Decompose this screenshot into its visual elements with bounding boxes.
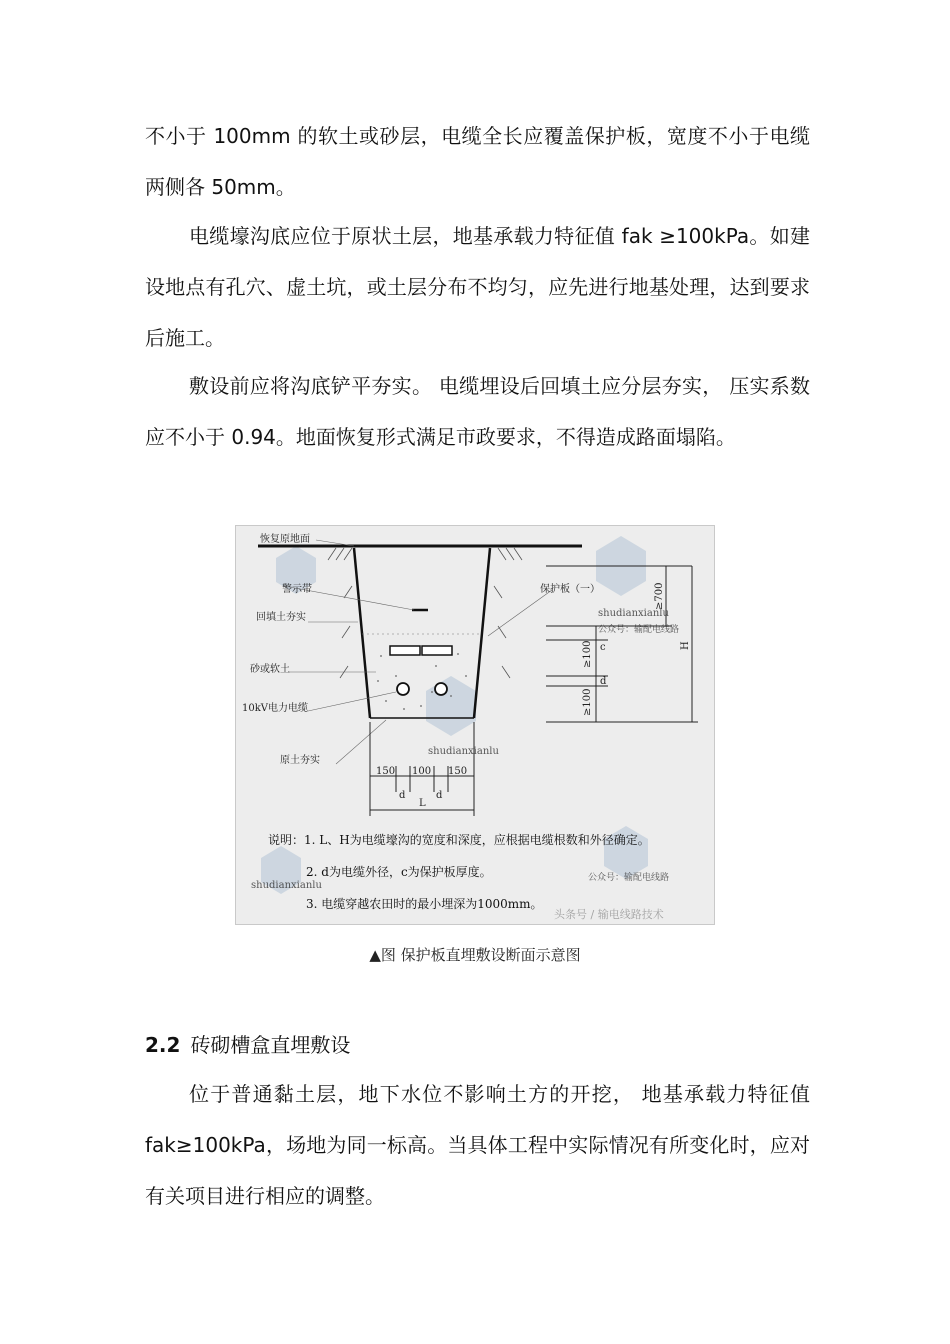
watermark-toutiao-text: 头条号 / 输电线路技术	[554, 908, 664, 921]
section-heading	[145, 1023, 350, 1067]
cable-right	[435, 683, 447, 695]
section-number: 2.2	[145, 1033, 181, 1057]
paragraph-2: 电缆壕沟底应位于原状土层，地基承载力特征值 fak ≥100kPa。如建设地点有孔穴、虚土坑，或土层分布不均匀，应先进行地基处理，达到要求后施工。	[145, 224, 810, 350]
figure-note-1: 说明：1. L、H为电缆壕沟的宽度和深度，应根据电缆根数和外径确定。	[268, 833, 650, 847]
watermark-site-text: shudianxianlu	[428, 746, 499, 757]
figure-note-2: 2. d为电缆外径，c为保护板厚度。	[306, 865, 492, 879]
label-base: 原土夯实	[280, 755, 320, 766]
dim-d-left: d	[399, 790, 406, 801]
dim-100-upper: ≥100	[582, 640, 593, 668]
watermark-account-text: 公众号：输配电线路	[588, 873, 670, 883]
dim-d-right: d	[436, 790, 443, 801]
dim-H: H	[680, 641, 691, 650]
dim-d-vertical: d	[600, 676, 607, 687]
label-backfill: 回填土夯实	[256, 612, 306, 623]
figure-note-3: 3. 电缆穿越农田时的最小埋深为1000mm。	[306, 897, 543, 911]
dim-150-left: 150	[376, 766, 396, 777]
figure-caption: ▲图 保护板直埋敷设断面示意图	[369, 946, 581, 964]
soil-hatch	[328, 548, 522, 678]
dim-L: L	[419, 798, 426, 809]
label-protection-board: 保护板（一）	[540, 584, 600, 595]
dim-c: c	[600, 642, 606, 653]
dim-100-lower: ≥100	[582, 688, 593, 716]
section-title: 砖砌槽盒直埋敷设	[190, 1033, 351, 1057]
label-ground: 恢复原地面	[260, 534, 310, 545]
label-sand: 砂或软土	[250, 664, 290, 675]
dim-100-bottom: 100	[412, 766, 432, 777]
protection-board-right	[422, 646, 452, 655]
watermark-site-text: shudianxianlu	[598, 608, 669, 619]
trench-section-figure	[235, 525, 715, 925]
trench-wall-left	[354, 548, 370, 718]
protection-board-left	[390, 646, 420, 655]
paragraph-4: 位于普通黏土层，地下水位不影响土方的开挖， 地基承载力特征值 fak≥100kPa，场地为同一标高。当具体工程中实际情况有所变化时，应对有关项目进行相应的调整。	[145, 1082, 810, 1208]
watermark-site-text: shudianxianlu	[251, 880, 322, 891]
label-warning-tape: 警示带	[282, 584, 312, 595]
watermark-account-text: 公众号：输配电线路	[598, 625, 680, 635]
dim-150-right: 150	[448, 766, 468, 777]
label-cable: 10kV电力电缆	[242, 703, 309, 714]
trench-wall-right	[474, 548, 490, 718]
paragraph-3: 敷设前应将沟底铲平夯实。 电缆埋设后回填土应分层夯实， 压实系数应不小于 0.94。地面恢复形式满足市政要求，不得造成路面塌陷。	[145, 374, 810, 449]
dim-700: ≥700	[654, 582, 665, 610]
paragraph-1: 不小于 100mm 的软土或砂层，电缆全长应覆盖保护板，宽度不小于电缆两侧各 50mm。	[145, 124, 810, 199]
cable-left	[397, 683, 409, 695]
